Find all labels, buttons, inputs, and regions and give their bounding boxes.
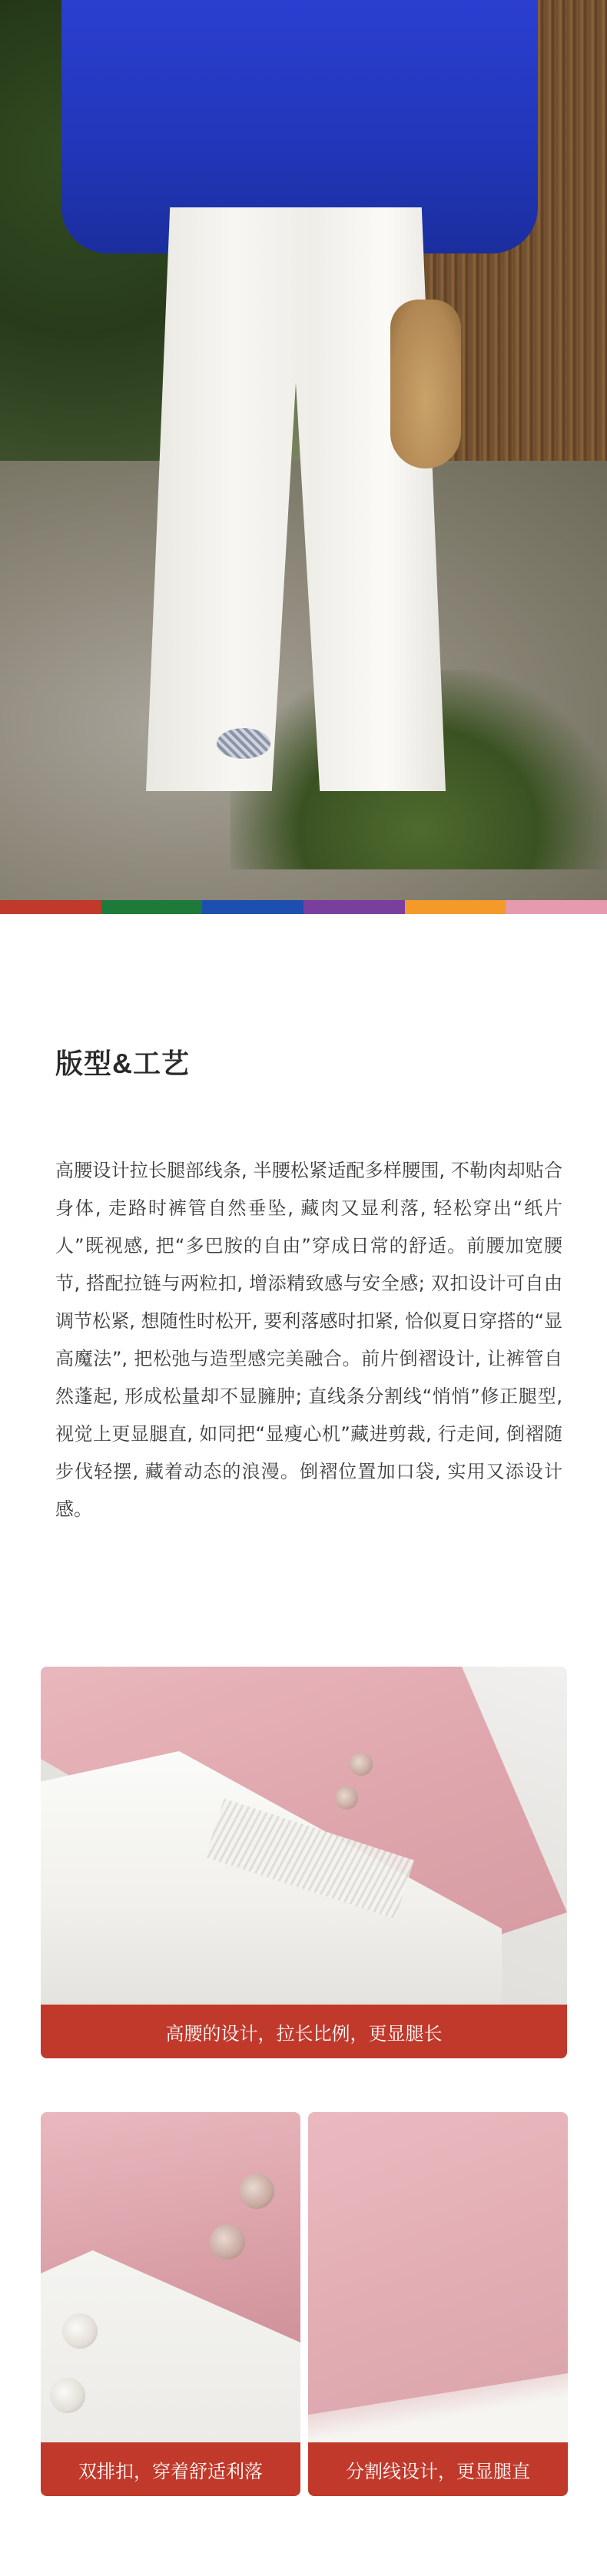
section-body: 高腰设计拉长腿部线条, 半腰松紧适配多样腰围, 不勒肉却贴合身体, 走路时裤管自然垂坠, 藏肉又显利落, 轻松穿出“纸片人”既视感, 把“多巴胺的自由”穿成日常的舒适。前腰加宽腰节, 搭配拉链与两粒扣, 增添精致感与安全感; 双扣设计可自由调节松紧, 想随性时松开, 要利落感时扣紧, 恰似夏日穿搭的“显高魔法”, 把松弛与造型感完美融合。前片倒褶设计, 让裤管自然蓬起, 形成松量却不显臃肿; 直线条分割线“悄悄”修正腿型, 视觉上更显腿直, 如同把“显瘦心机”藏进剪裁, 行走间, 倒褶随步伐轻摆, 藏着动态的浪漫。倒褶位置加口袋, 实用又添设计感。 <box>55 1160 562 1520</box>
hero-photo <box>0 0 607 900</box>
button <box>62 2313 98 2349</box>
color-strip <box>0 900 607 914</box>
caption-seam-line: 分割线设计，更显腿直 <box>308 2442 568 2496</box>
strip-segment <box>202 900 304 914</box>
button <box>239 2174 274 2209</box>
section-title: 版型&工艺 <box>55 1048 190 1079</box>
strip-segment <box>506 900 607 914</box>
strip-segment <box>101 900 203 914</box>
caption-high-waist: 高腰的设计，拉长比例，更显腿长 <box>41 2005 567 2058</box>
strip-segment <box>405 900 506 914</box>
double-button-photo <box>41 2112 300 2442</box>
strip-segment <box>304 900 405 914</box>
shoe <box>217 728 270 759</box>
waistband-detail-photo <box>41 1667 567 2005</box>
seam-detail-photo <box>308 2112 568 2442</box>
button <box>335 1786 358 1809</box>
pink-pants <box>41 2112 300 2343</box>
caption-double-button: 双排扣，穿着舒适利落 <box>41 2442 300 2496</box>
button <box>350 1753 373 1776</box>
button <box>50 2378 85 2413</box>
button <box>210 2224 245 2260</box>
strip-segment <box>0 900 101 914</box>
straw-bag <box>390 300 461 469</box>
hem <box>308 2373 568 2442</box>
